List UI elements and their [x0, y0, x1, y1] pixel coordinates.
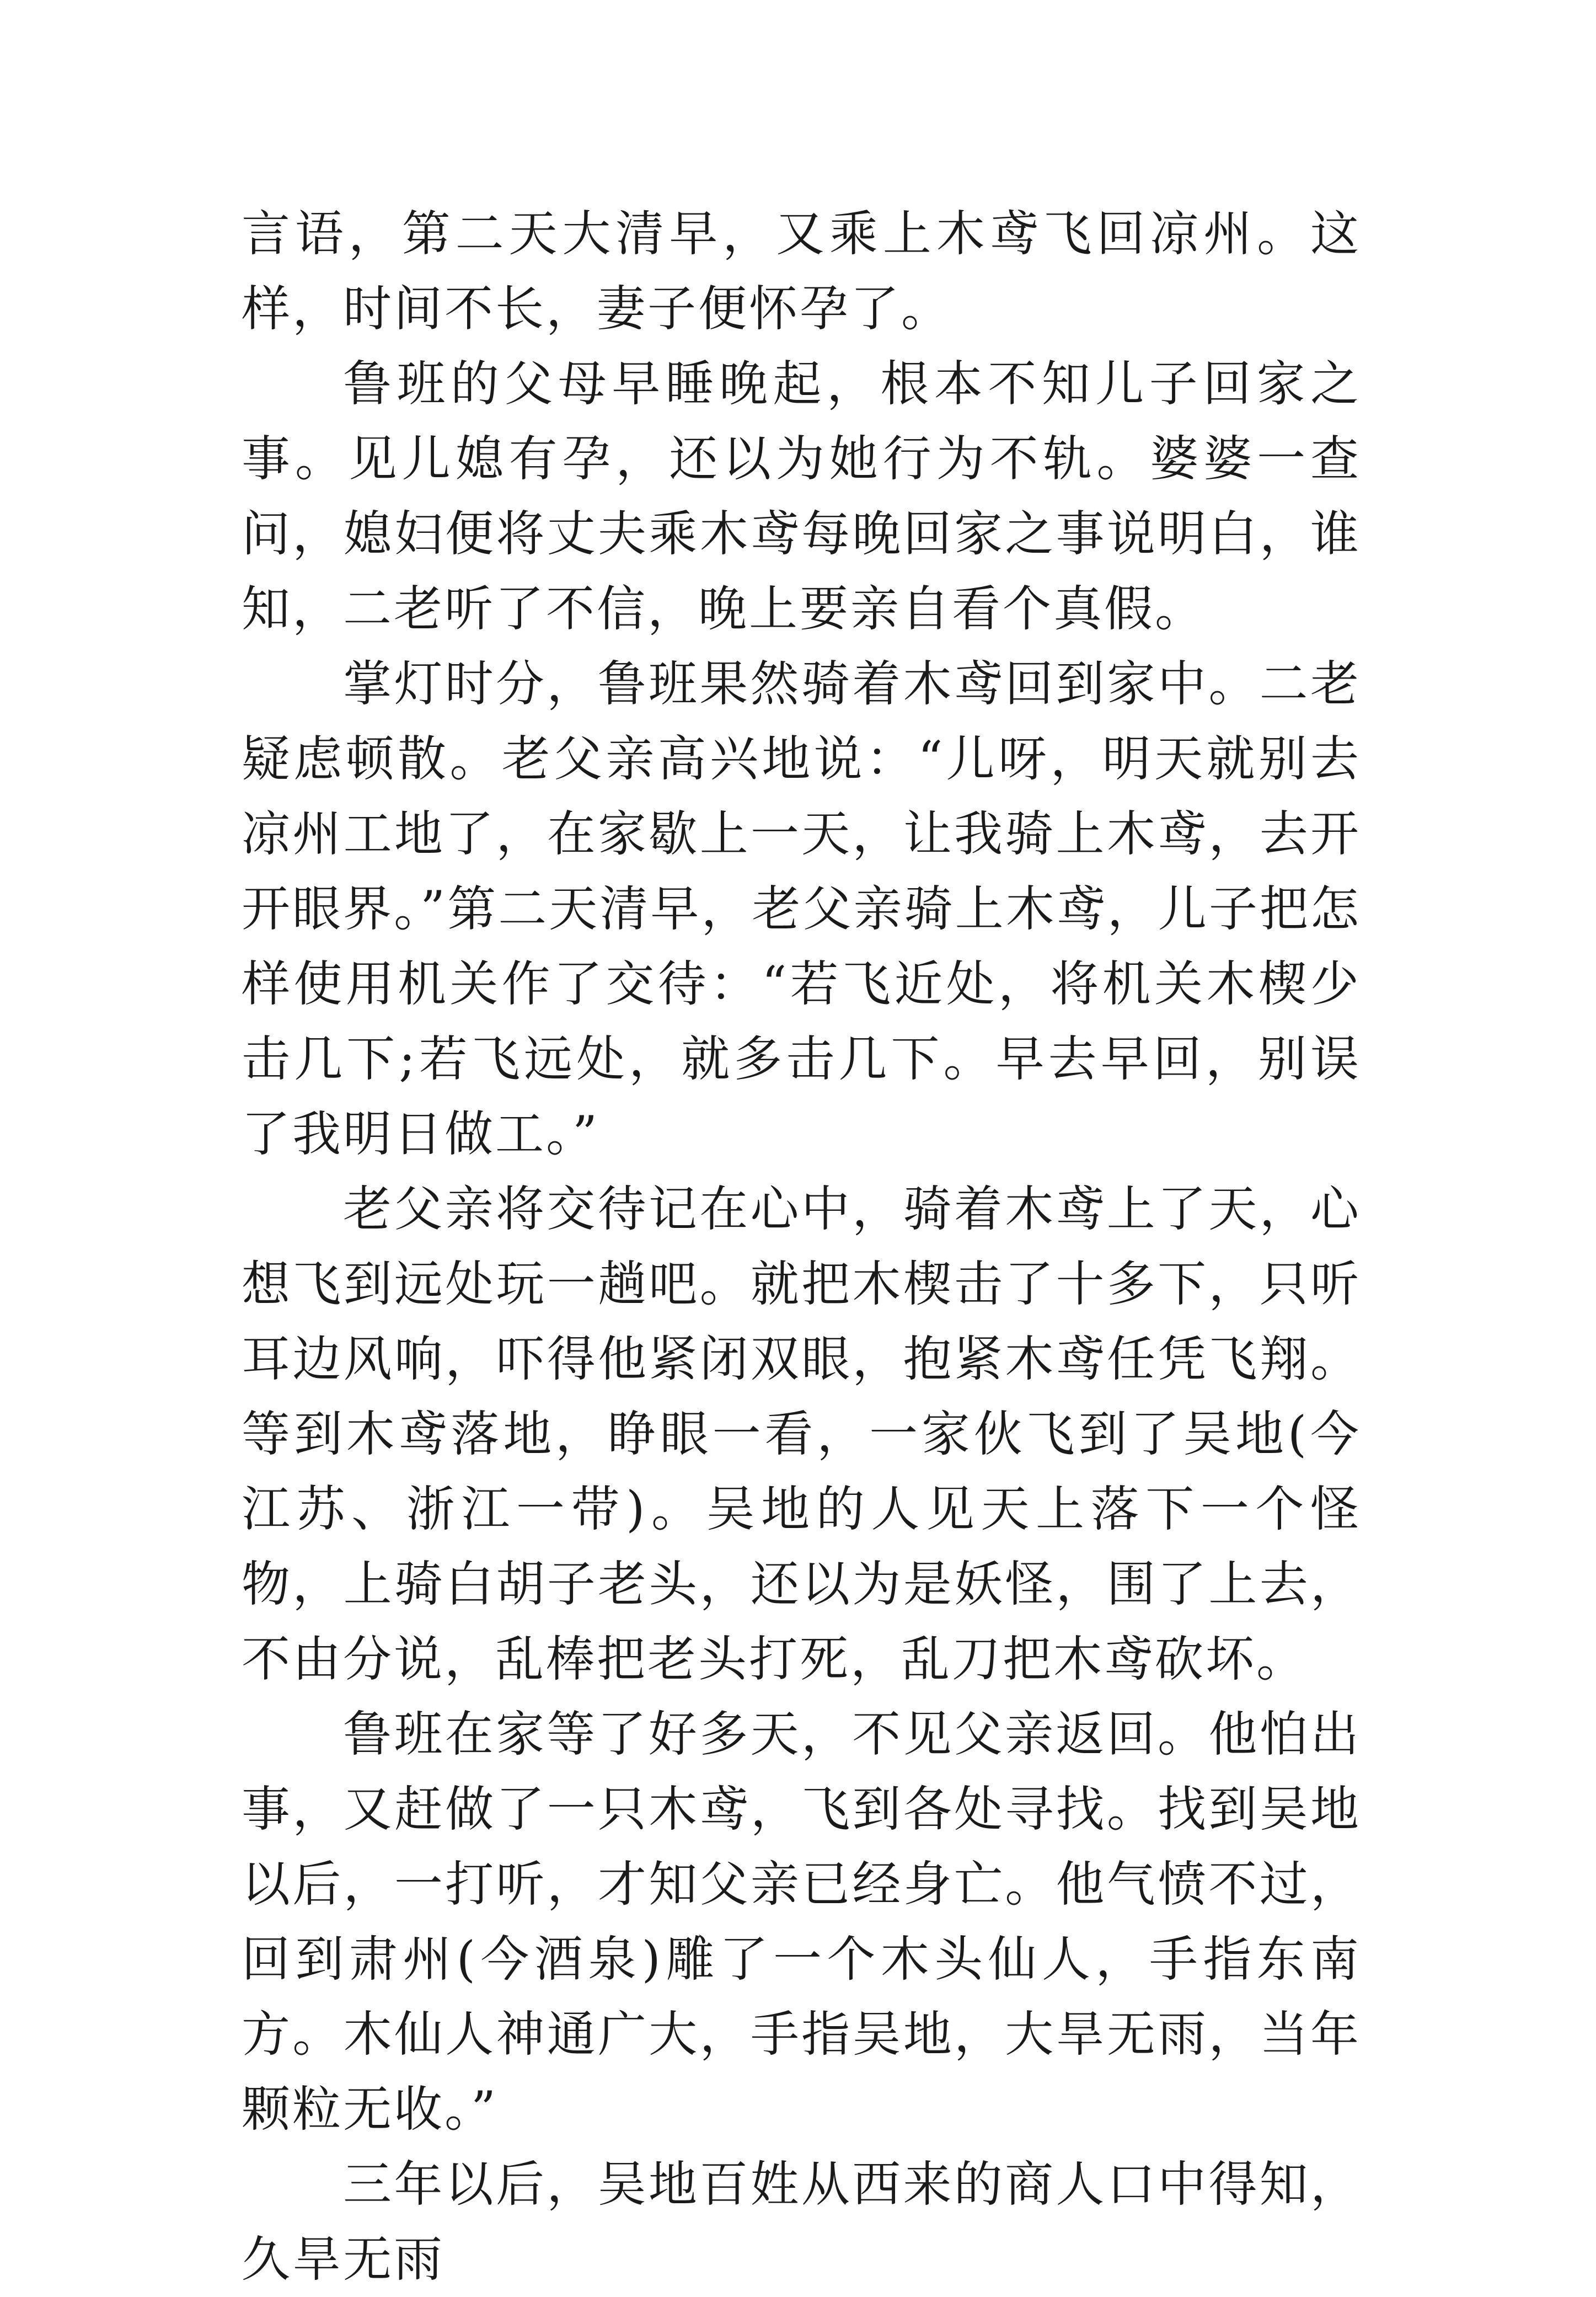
paragraph-2: 鲁班的父母早睡晚起，根本不知儿子回家之事。见儿媳有孕，还以为她行为不轨。婆婆一查问，媳妇便将丈夫乘木鸢每晚回家之事说明白，谁知，二老听了不信，晚上要亲自看个真假。 [242, 355, 1361, 637]
paragraph-6: 三年以后，吴地百姓从西来的商人口中得知，久旱无雨 [242, 2156, 1361, 2288]
paragraph-3: 掌灯时分，鲁班果然骑着木鸢回到家中。二老疑虑顿散。老父亲高兴地说：“儿呀，明天就别去凉州工地了，在家歇上一天，让我骑上木鸢，去开开眼界。”第二天清早，老父亲骑上木鸢，儿子把怎样使用机关作了交待：“若飞近处，将机关木楔少击几下;若飞远处，就多击几下。早去早回，别误了我明日做工。” [242, 655, 1361, 1162]
paragraph-5: 鲁班在家等了好多天，不见父亲返回。他怕出事，又赶做了一只木鸢，飞到各处寻找。找到吴地以后，一打听，才知父亲已经身亡。他气愤不过，回到肃州(今酒泉)雕了一个木头仙人，手指东南方。木仙人神通广大，手指吴地，大旱无雨，当年颗粒无收。” [242, 1706, 1361, 2138]
document-body [242, 196, 1361, 2297]
paragraph-1: 言语，第二天大清早，又乘上木鸢飞回凉州。这样，时间不长，妻子便怀孕了。 [242, 205, 1361, 337]
paragraph-4: 老父亲将交待记在心中，骑着木鸢上了天，心想飞到远处玩一趟吧。就把木楔击了十多下，只听耳边风响，吓得他紧闭双眼，抱紧木鸢任凭飞翔。等到木鸢落地，睁眼一看，一家伙飞到了吴地(今江苏、浙江一带)。吴地的人见天上落下一个怪物，上骑白胡子老头，还以为是妖怪，围了上去，不由分说，乱棒把老头打死，乱刀把木鸢砍坏。 [242, 1180, 1361, 1687]
